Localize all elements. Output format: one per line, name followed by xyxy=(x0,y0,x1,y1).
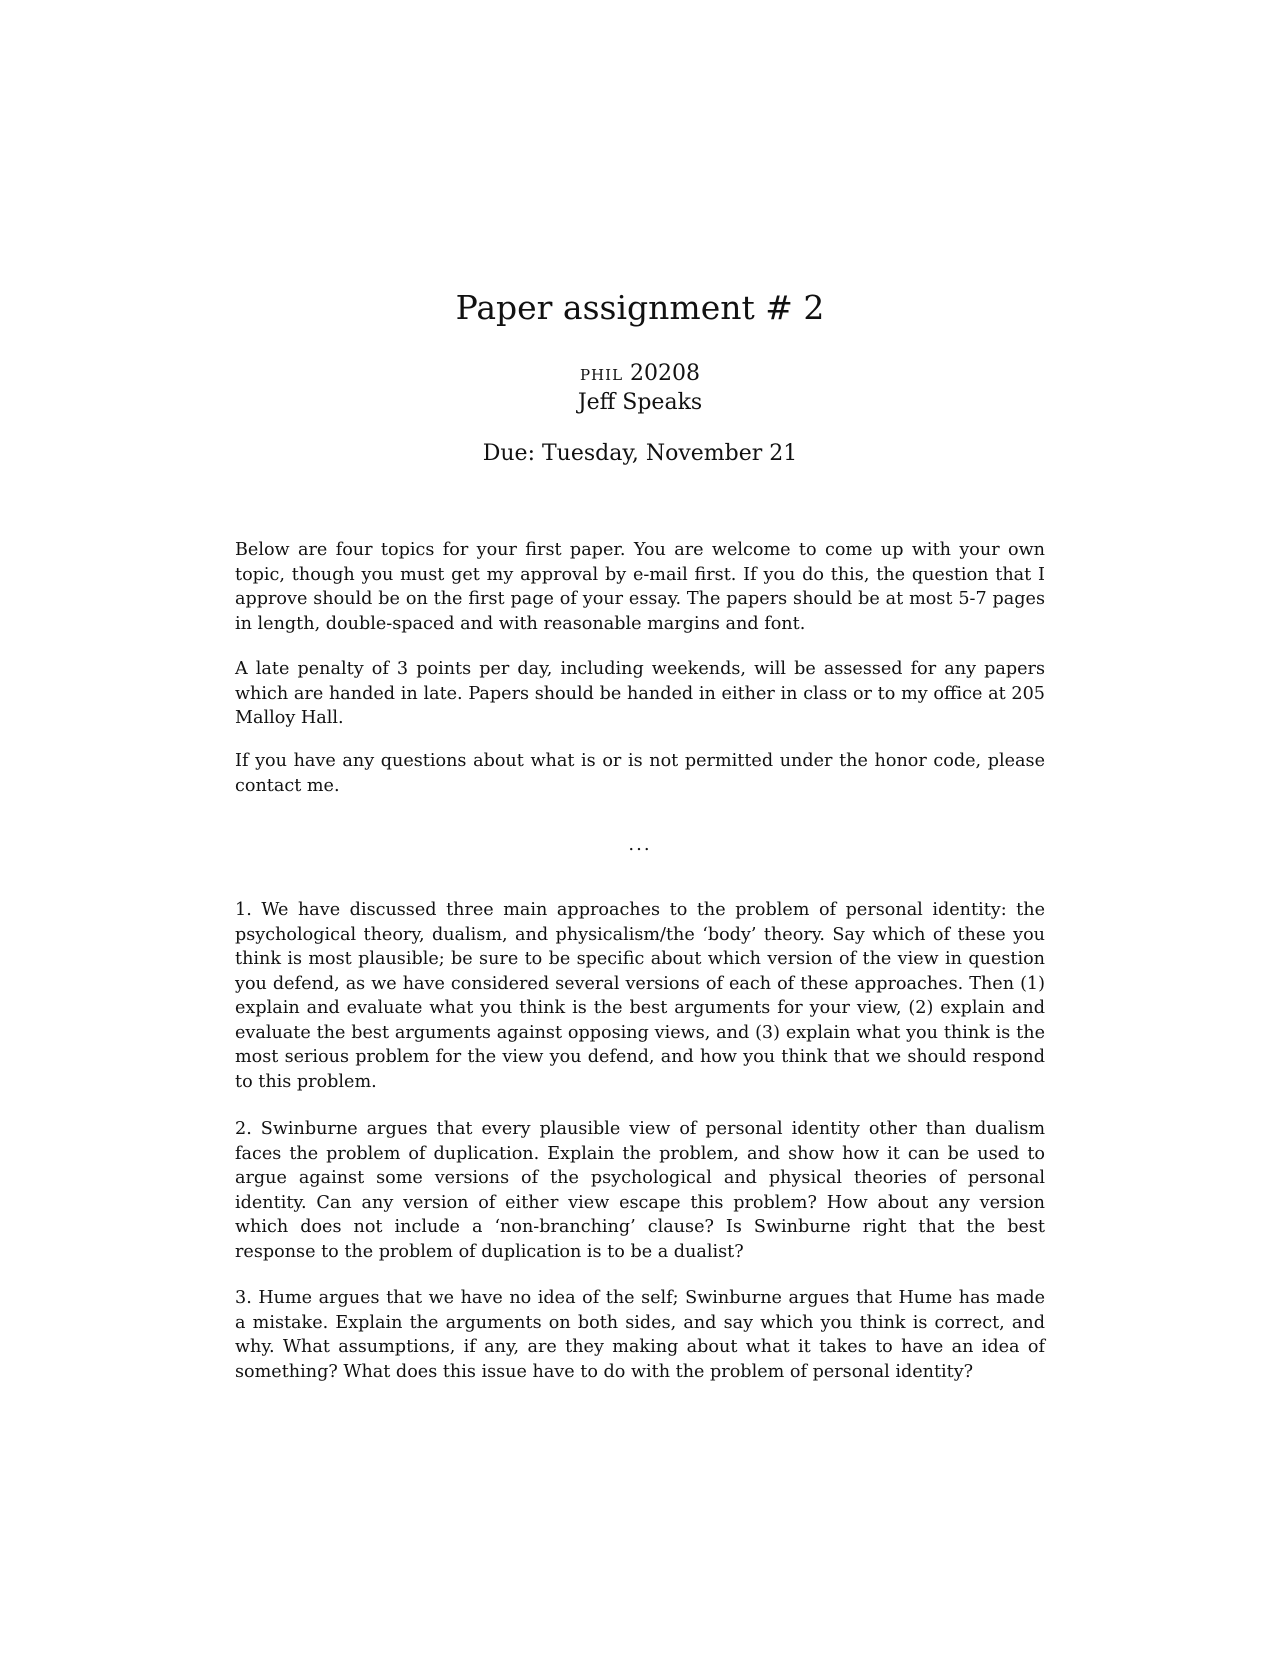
instructor-name: Jeff Speaks xyxy=(577,390,703,415)
course-dept: phil xyxy=(579,361,624,386)
intro-paragraph-topics: Below are four topics for your first paper. You are welcome to come up with your own topic, though you must get my approval by e-mail first. If you do this, the question that I approve should be on the first page of your essay. The papers should be at most 5-7 pages in length, double-spaced and with reasonable margins and font. xyxy=(235,540,1045,634)
page-title: Paper assignment # 2 xyxy=(455,288,825,327)
topic-item: 1. We have discussed three main approaches to the problem of personal identity: the psychological theory, dualism, and physicalism/the ‘body’ theory. Say which of these you think is most plausible; be sure to be specific about which version of the view in question you defend, as we have considered several versions of each of these approaches. Then (1) explain and evaluate what you think is the best arguments for your view, (2) explain and evaluate the best arguments against opposing views, and (3) explain what you think is the most serious problem for the view you defend, and how you think that we should respond to this problem. xyxy=(235,900,1045,1092)
intro-paragraph-late-penalty: A late penalty of 3 points per day, including weekends, will be assessed for any papers which are handed in late. Papers should be handed in either in class or to my office at 205 Malloy Hall. xyxy=(235,659,1045,728)
section-separator: ... xyxy=(628,834,652,855)
topic-item: 2. Swinburne argues that every plausible view of personal identity other than dualism faces the problem of duplication. Explain the problem, and show how it can be used to argue against some versions of the psychological and physical theories of personal identity. Can any version of either view escape this problem? How about any version which does not include a ‘non-branching’ clause? Is Swinburne right that the best response to the problem of duplication is to be a dualist? xyxy=(235,1119,1045,1262)
course-number: 20208 xyxy=(630,361,701,386)
topic-item: 3. Hume argues that we have no idea of the self; Swinburne argues that Hume has made a mistake. Explain the arguments on both sides, and say which you think is correct, and why. What assumptions, if any, are they making about what it takes to have an idea of something? What does this issue have to do with the problem of personal identity? xyxy=(235,1288,1045,1382)
course-code xyxy=(0,360,1280,388)
intro-paragraph-honor-code: If you have any questions about what is or is not permitted under the honor code, please contact me. xyxy=(235,751,1045,796)
due-date: Due: Tuesday, November 21 xyxy=(482,441,798,466)
